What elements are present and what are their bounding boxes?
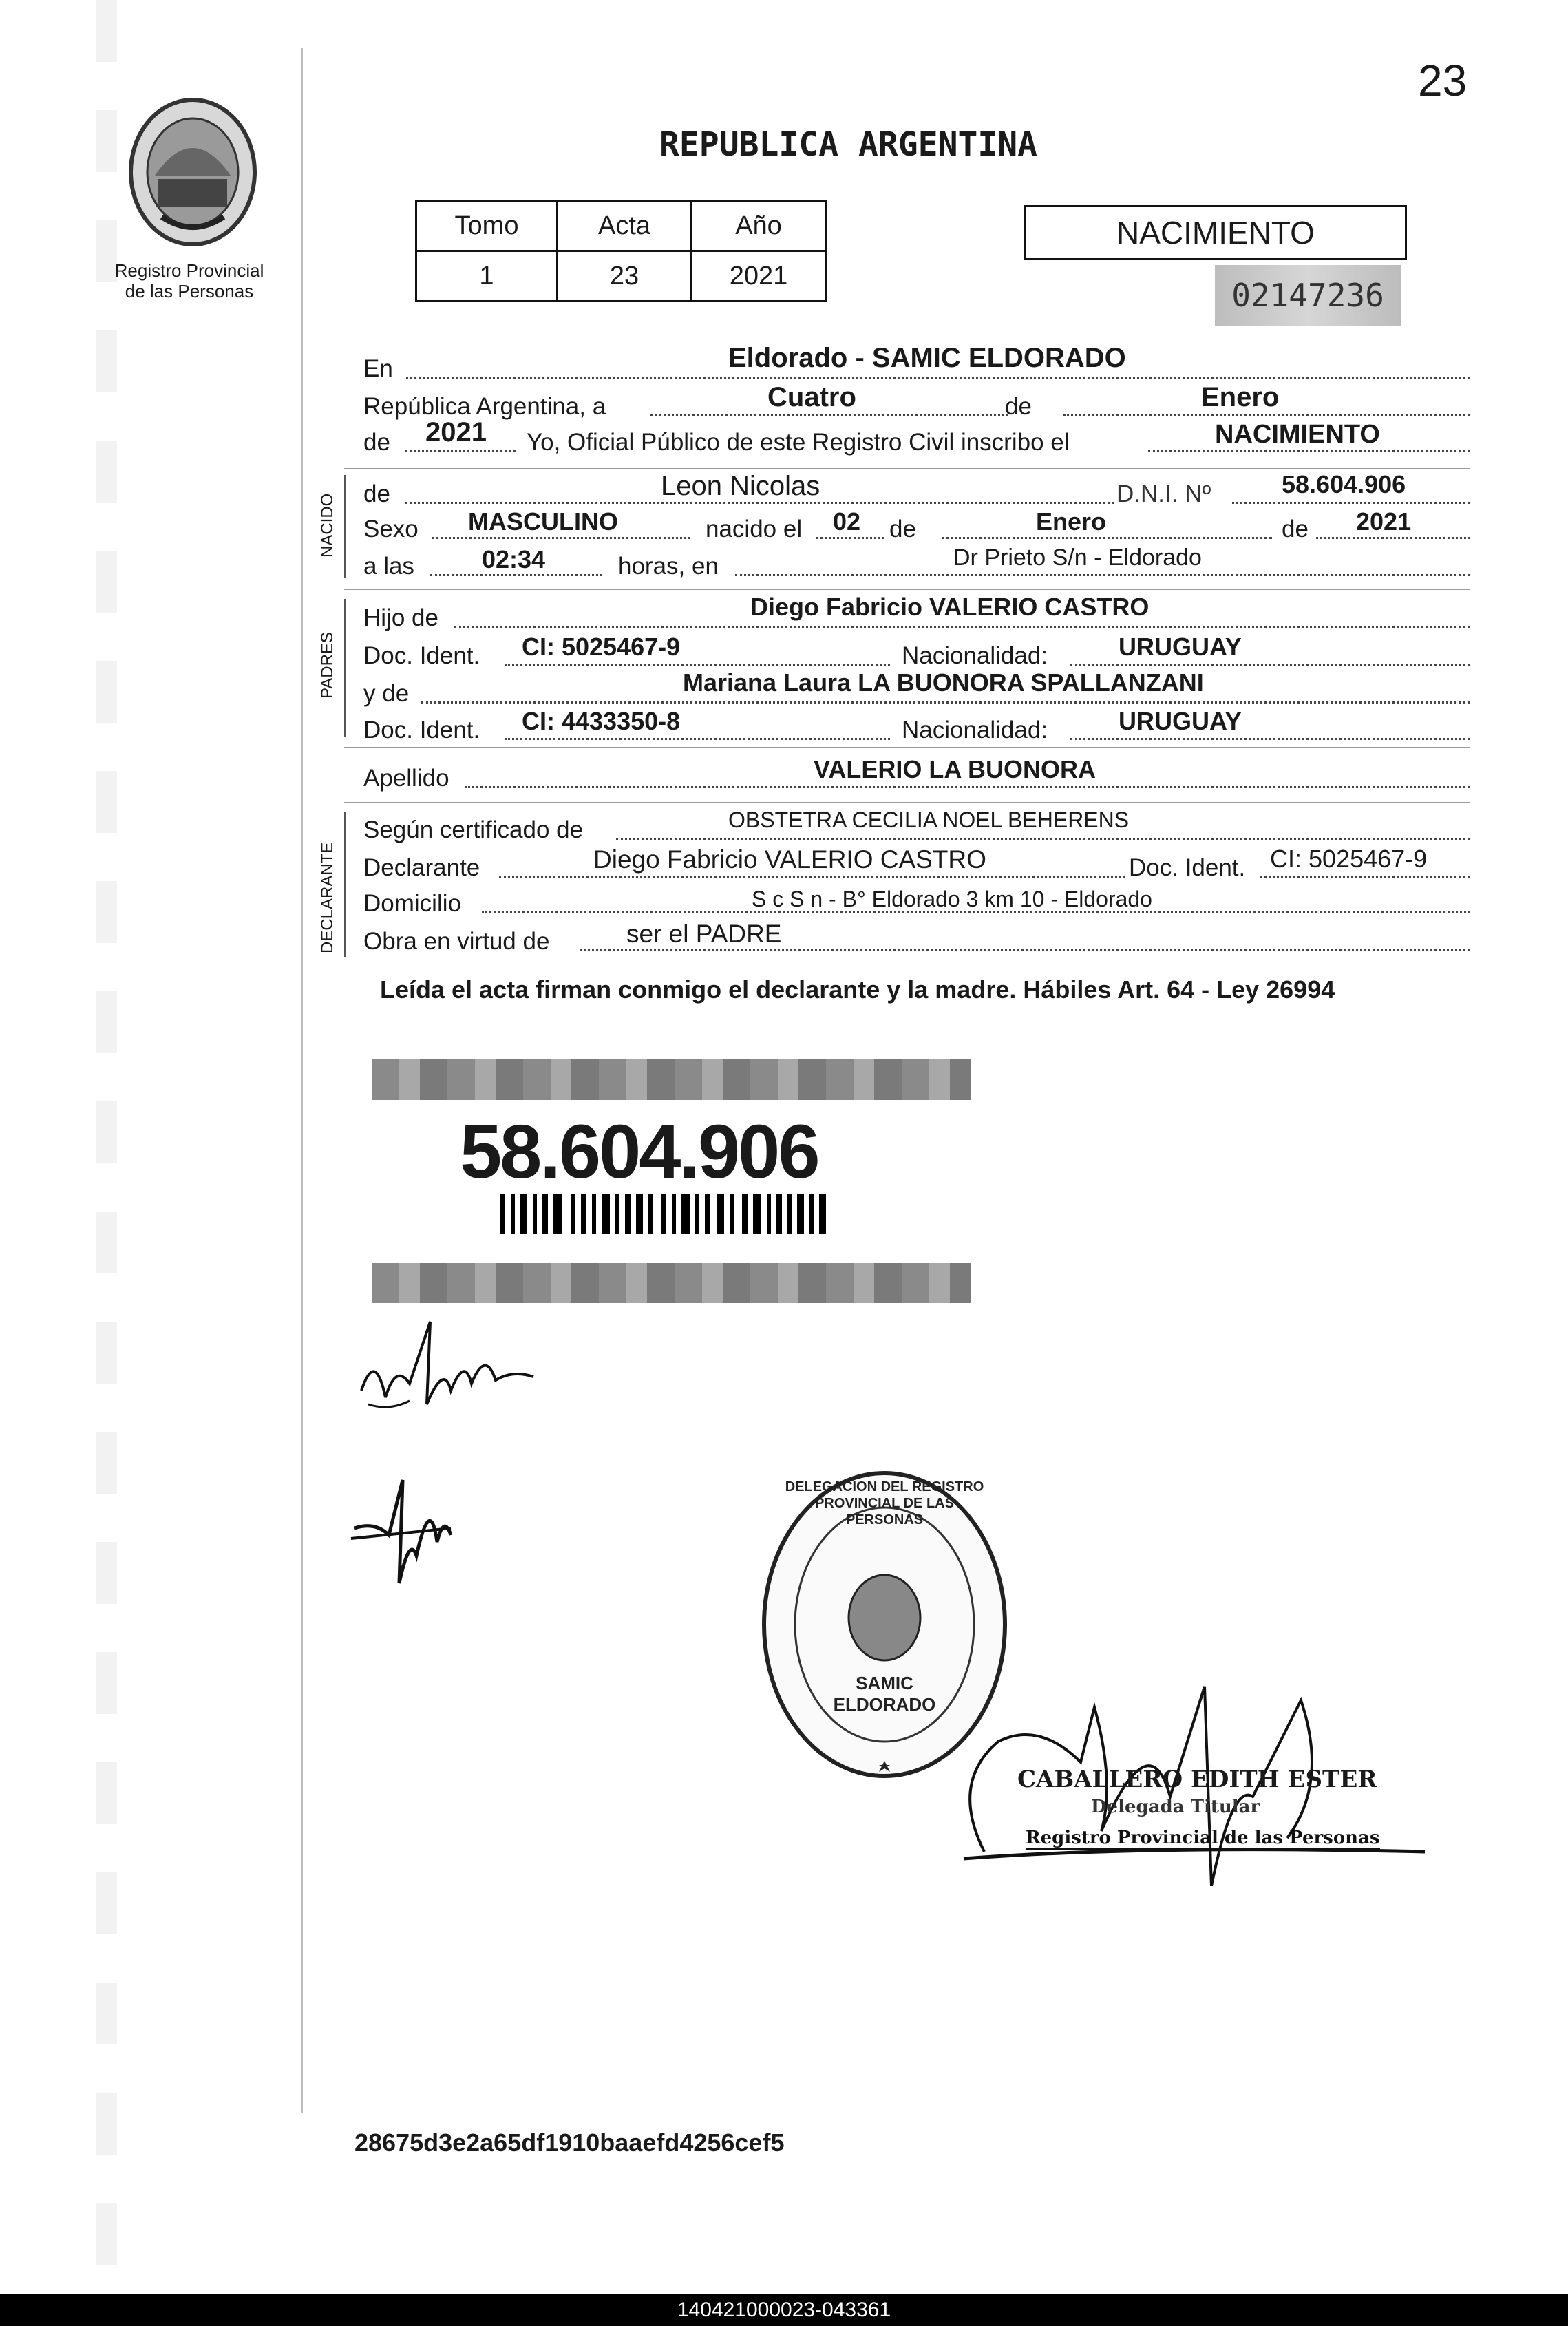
dots-event [1148, 450, 1470, 452]
dots-en [406, 377, 1470, 379]
value-time: 02:34 [482, 545, 546, 573]
dots-year [405, 450, 516, 452]
label-oficial: Yo, Oficial Público de este Registro Civil inscribo el [527, 429, 1070, 456]
td-acta: 23 [558, 251, 692, 302]
value-year: 2021 [425, 417, 487, 447]
value-sex: MASCULINO [468, 507, 618, 536]
serial-number [1215, 265, 1401, 326]
footer-code: 140421000023-043361 [677, 2298, 891, 2321]
label-doc-ident2: Doc. Ident. [363, 717, 480, 743]
label-a-las: a las [363, 553, 414, 580]
value-capacity: ser el PADRE [626, 920, 782, 948]
label-de3: de [1282, 516, 1309, 542]
dots-address [482, 911, 1470, 913]
declarante-bar [344, 812, 346, 957]
dots-capacity [580, 949, 1470, 951]
record-type-box [1024, 205, 1407, 260]
dots-mother-doc [505, 738, 890, 740]
value-event: NACIMIENTO [1215, 420, 1380, 449]
label-doc-ident1: Doc. Ident. [363, 642, 480, 669]
mother-signature [348, 1452, 458, 1590]
dni-barcode [500, 1194, 827, 1234]
registry-table [415, 200, 827, 302]
dots-declarant [499, 876, 1125, 878]
record-type: NACIMIENTO [1116, 215, 1315, 251]
sticker-stripe-top [372, 1059, 971, 1100]
side-label-padres: PADRES [318, 632, 337, 699]
value-address: S c S n - B° Eldorado 3 km 10 - Eldorado [752, 887, 1152, 911]
dots-dni [1232, 502, 1470, 504]
th-anio: Año [692, 201, 826, 251]
dots-father-nat [1070, 664, 1470, 666]
nacido-bar [344, 475, 346, 578]
label-nacionalidad1: Nacionalidad: [902, 642, 1048, 669]
dots-time [430, 574, 602, 576]
label-declarante: Declarante [363, 854, 480, 881]
value-birth-year: 2021 [1356, 507, 1412, 536]
serial-text: 02147236 [1231, 277, 1384, 314]
dots-father-doc [505, 664, 890, 666]
value-surname: VALERIO LA BUONORA [814, 755, 1096, 783]
stamp-name: CABALLERO EDITH ESTER [1017, 1766, 1377, 1793]
label-en: En [363, 355, 393, 382]
seal-ring-text: DELEGACION DEL REGISTRO PROVINCIAL DE LAS PERSONAS [785, 1479, 984, 1527]
dots-birth-place [735, 574, 1470, 576]
dots-declarant-doc [1260, 876, 1470, 878]
td-tomo: 1 [416, 251, 558, 302]
label-sexo: Sexo [363, 516, 419, 542]
dots-name [405, 502, 1114, 504]
dots-month [1063, 414, 1470, 416]
dots-birth-day [816, 537, 884, 539]
label-apellido: Apellido [363, 765, 449, 792]
label-horas-en: horas, en [618, 553, 719, 580]
label-hijo-de: Hijo de [363, 604, 438, 631]
dots-father [454, 626, 1470, 628]
label-y-de: y de [363, 680, 410, 707]
stamp-title: Delegada Titular [1091, 1797, 1260, 1817]
logo-caption-line1: Registro Provincial [114, 260, 264, 281]
value-mother: Mariana Laura LA BUONORA SPALLANZANI [683, 668, 1204, 697]
dots-surname [465, 786, 1470, 788]
value-dni: 58.604.906 [1282, 470, 1406, 498]
label-domicilio: Domicilio [363, 890, 461, 917]
document-hash: 28675d3e2a65df1910baaefd4256cef5 [354, 2128, 785, 2157]
label-segun: Según certificado de [363, 816, 584, 843]
value-birth-place: Dr Prieto S/n - Eldorado [953, 545, 1202, 571]
scan-margin [96, 0, 117, 2292]
value-declarant: Diego Fabricio VALERIO CASTRO [593, 845, 986, 874]
label-obra: Obra en virtud de [363, 928, 550, 955]
value-certificate: OBSTETRA CECILIA NOEL BEHERENS [728, 807, 1130, 832]
value-declarant-doc: CI: 5025467-9 [1270, 845, 1428, 873]
td-anio: 2021 [692, 251, 826, 302]
logo-caption [96, 260, 282, 302]
value-mother-doc: CI: 4433350-8 [522, 707, 681, 735]
label-doc-ident3: Doc. Ident. [1129, 854, 1246, 881]
th-acta: Acta [558, 201, 692, 251]
th-tomo: Tomo [416, 201, 558, 251]
logo-caption-line2: de las Personas [125, 281, 254, 302]
section-divider-1 [344, 468, 1470, 469]
value-father-nat: URUGUAY [1119, 633, 1242, 661]
sticker-stripe-bottom [372, 1263, 971, 1303]
value-place: Eldorado - SAMIC ELDORADO [728, 343, 1126, 373]
closing-text: Leída el acta firman conmigo el declarante y la madre. Hábiles Art. 64 - Ley 26994 [380, 975, 1335, 1004]
label-republica: República Argentina, a [363, 393, 606, 420]
section-divider-3 [344, 747, 1470, 748]
side-label-declarante: DECLARANTE [318, 842, 337, 953]
value-father-doc: CI: 5025467-9 [522, 633, 681, 661]
label-de-name: de [363, 480, 390, 507]
value-birth-month: Enero [1036, 507, 1107, 536]
declarant-signature [348, 1308, 554, 1425]
stamp-office: Registro Provincial de las Personas [1026, 1828, 1380, 1850]
page-title: REPUBLICA ARGENTINA [659, 125, 1038, 164]
value-name: Leon Nicolas [661, 471, 820, 501]
label-de-year: de [363, 429, 390, 456]
padres-bar [344, 599, 346, 737]
label-nacionalidad2: Nacionalidad: [902, 717, 1048, 743]
dots-birth-month [942, 537, 1272, 539]
dots-birth-year [1316, 537, 1470, 539]
value-month: Enero [1201, 382, 1280, 412]
province-logo [120, 93, 265, 251]
value-mother-nat: URUGUAY [1119, 707, 1242, 735]
section-divider-2 [344, 589, 1470, 590]
label-de-month: de [1005, 393, 1032, 420]
value-birth-day: 02 [833, 507, 861, 536]
seal-inner-text: SAMIC ELDORADO [833, 1673, 936, 1715]
dots-sex [432, 537, 690, 539]
label-nacido-el: nacido el [706, 516, 803, 542]
footer-bar [0, 2294, 1568, 2326]
section-divider-4 [344, 802, 1470, 803]
label-dni: D.N.I. Nº [1116, 480, 1211, 507]
value-father: Diego Fabricio VALERIO CASTRO [750, 593, 1149, 621]
page-number: 23 [1418, 56, 1468, 105]
left-divider [301, 48, 303, 2113]
dots-mother-nat [1070, 738, 1470, 740]
dots-certificate [616, 838, 1470, 840]
side-label-nacido: NACIDO [318, 493, 337, 558]
dots-day [650, 414, 1008, 416]
dots-mother [421, 701, 1470, 704]
value-day: Cuatro [767, 382, 856, 412]
label-de2: de [889, 516, 916, 542]
dni-sticker-number: 58.604.906 [460, 1110, 818, 1194]
